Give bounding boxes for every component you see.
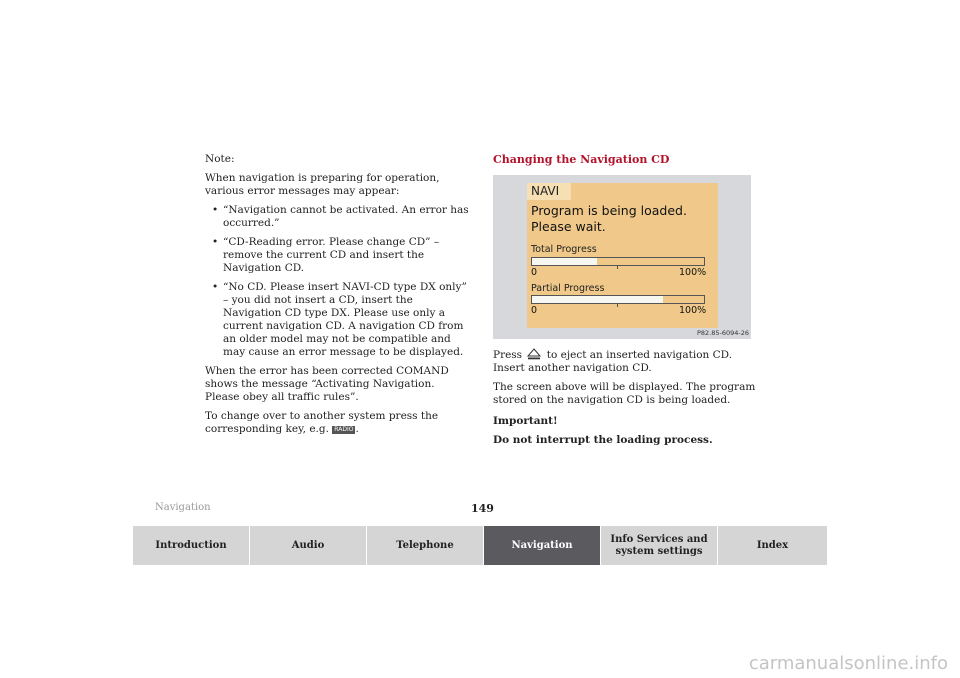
tab-audio[interactable]: Audio	[250, 526, 367, 565]
total-progress-bar	[531, 257, 705, 266]
tab-navigation[interactable]: Navigation	[484, 526, 601, 565]
error-item: • “CD-Reading error. Please change CD” – remove the current CD and insert the Navigation CD.	[205, 236, 470, 275]
navi-loading-figure	[493, 175, 751, 339]
instructions	[493, 348, 763, 453]
tab-introduction[interactable]: Introduction	[133, 526, 250, 565]
insert-instruction: Insert another navigation CD.	[493, 362, 652, 374]
left-column	[205, 153, 470, 442]
total-progress-label: Total Progress	[531, 244, 597, 255]
page-number: 149	[471, 502, 494, 515]
tab-telephone[interactable]: Telephone	[367, 526, 484, 565]
scale-tick	[617, 266, 618, 269]
tab-info-services[interactable]: Info Services and system settings	[601, 526, 718, 565]
radio-key-icon: RADIO	[334, 426, 354, 433]
corrected-text: When the error has been corrected COMAND shows the message “Activating Navigation. Please obey all traffic rules”.	[205, 365, 449, 403]
eject-instruction: Press to eject an inserted navigation CD.	[493, 349, 733, 361]
tab-index[interactable]: Index	[718, 526, 827, 565]
watermark: carmanualsonline.info	[748, 653, 948, 674]
error-item: • “Navigation cannot be activated. An error has occurred.”	[205, 204, 470, 230]
navi-screen	[527, 183, 718, 328]
error-list	[205, 204, 470, 359]
chapter-nav-bar	[133, 526, 827, 565]
error-intro: When navigation is preparing for operation, various error messages may appear:	[205, 172, 440, 197]
right-column	[493, 153, 758, 174]
scale-tick	[617, 304, 618, 307]
total-scale-min: 0	[531, 267, 538, 278]
eject-icon	[527, 348, 541, 360]
total-scale-max: 100%	[679, 267, 707, 278]
screen-description: The screen above will be displayed. The program stored on the navigation CD is being loaded.	[493, 381, 756, 406]
note-label: Note:	[205, 153, 235, 165]
total-progress-fill	[532, 258, 597, 265]
partial-scale-min: 0	[531, 305, 538, 316]
loading-line-2: Please wait.	[531, 219, 606, 234]
error-item: • “No CD. Please insert NAVI-CD type DX only” – you did not insert a CD, insert the Navigation CD type DX. Please use only a current navigation CD. A navigation CD from an older model may not be compatible and may cause an error message to be displayed.	[205, 281, 470, 359]
warning-text: Do not interrupt the loading process.	[493, 434, 713, 446]
important-label: Important!	[493, 415, 558, 427]
figure-caption: P82.85-6094-26	[696, 329, 749, 337]
partial-progress-label: Partial Progress	[531, 283, 605, 294]
section-title: Changing the Navigation CD	[493, 153, 670, 166]
navi-header: NAVI	[527, 183, 571, 200]
partial-progress-fill	[532, 296, 663, 303]
partial-progress-bar	[531, 295, 705, 304]
loading-line-1: Program is being loaded.	[531, 203, 687, 218]
footer-section-name: Navigation	[155, 502, 211, 513]
partial-scale-max: 100%	[679, 305, 707, 316]
change-over-text: To change over to another system press the corresponding key, e.g. RADIO .	[205, 410, 439, 435]
